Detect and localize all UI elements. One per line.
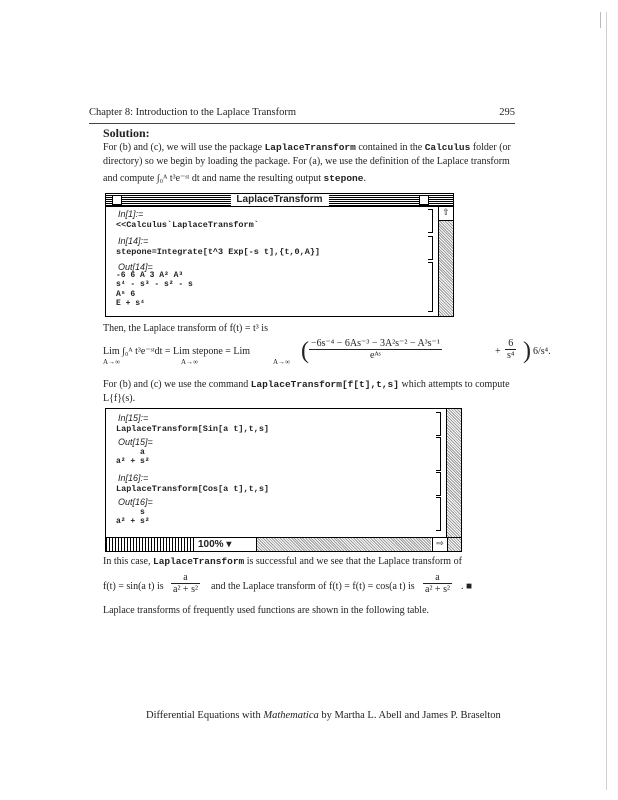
then-text: Then, the Laplace transform of f(t) = t³ is (103, 323, 268, 334)
in16-label: In[16]:= (118, 473, 149, 483)
window-titlebar[interactable] (106, 194, 453, 207)
zoom-percent[interactable]: 100% ▾ (198, 539, 232, 550)
in14-label: In[14]:= (118, 236, 149, 246)
success-paragraph: In this case, LaplaceTransform is successful and we see that the Laplace transform of (103, 556, 462, 567)
out14-line4: E + s⁴ (116, 299, 145, 308)
close-box-icon[interactable] (112, 195, 122, 205)
cos-text: and the Laplace transform of f(t) = f(t) = cos(a t) is (211, 581, 415, 592)
in15-label: In[15]:= (118, 413, 149, 423)
cos-fraction: $\frac{a}{\text{a² + s²}}$ (425, 572, 450, 595)
plus-sign: + (495, 346, 501, 357)
notebook-window-results[interactable] (105, 408, 462, 552)
out14-label: Out[14]= (118, 262, 153, 272)
cell-bracket[interactable] (436, 497, 441, 531)
end-mark: . ■ (461, 581, 473, 592)
folder-name: Calculus (424, 142, 471, 153)
vertical-scrollbar[interactable] (446, 409, 461, 537)
cell-bracket[interactable] (428, 236, 433, 260)
scroll-right-icon[interactable]: ⇨ (433, 538, 448, 551)
zoom-box-icon[interactable] (419, 195, 429, 205)
running-header (89, 107, 515, 124)
closing-paragraph: Laplace transforms of frequently used functions are shown in the following table. (103, 605, 430, 616)
limit-subscript-3: A→∞ (273, 358, 291, 366)
laplace-transform-name: LaplaceTransform (153, 556, 245, 567)
solution-heading: Solution: (103, 126, 150, 140)
limit-subscript: A→∞ (103, 358, 121, 366)
in1-code[interactable]: <<Calculus`LaplaceTransform` (116, 220, 259, 230)
notebook-window-laplace[interactable] (105, 193, 454, 317)
cell-bracket[interactable] (428, 209, 433, 233)
cell-bracket[interactable] (428, 262, 433, 312)
cell-bracket[interactable] (436, 437, 441, 471)
in16-code[interactable]: LaplaceTransform[Cos[a t],t,s] (116, 484, 270, 494)
in15-code[interactable]: LaplaceTransform[Sin[a t],t,s] (116, 424, 270, 434)
window-title: LaplaceTransform (230, 194, 328, 206)
sin-text: f(t) = sin(a t) is (103, 581, 164, 592)
out14-line2: s⁴ - s³ - s² - s (116, 280, 193, 289)
horizontal-scrollbar[interactable] (256, 538, 431, 551)
out15-denominator: a² + s² (116, 457, 150, 466)
out14-line3: Aˢ 6 (116, 290, 136, 299)
limit-result: 6/s⁴. (533, 346, 551, 357)
laplace-command: LaplaceTransform[f[t],t,s] (250, 379, 399, 390)
scroll-arrows[interactable] (432, 538, 461, 551)
vertical-scrollbar[interactable] (438, 207, 453, 316)
margin-tick (600, 12, 601, 28)
page-number: 295 (499, 107, 515, 118)
package-name: LaplaceTransform (264, 142, 356, 153)
out16-label: Out[16]= (118, 497, 153, 507)
in1-label: In[1]:= (118, 209, 144, 219)
compute-line: and compute ∫₀ᴬ t³e⁻ˢᵗ dt and name the resulting output stepone. (103, 173, 366, 184)
limit-fraction: −6s⁻⁴ − 6As⁻³ − 3A²s⁻² − A³s⁻¹ eᴬˢ (311, 338, 440, 361)
cell-bracket[interactable] (436, 472, 441, 496)
out16-numerator: s (140, 508, 145, 517)
chapter-title: Chapter 8: Introduction to the Laplace Transform (89, 107, 297, 118)
cell-bracket[interactable] (436, 412, 441, 436)
out16-denominator: a² + s² (116, 517, 150, 526)
out15-numerator: a (140, 448, 145, 457)
book-footer: Differential Equations with Mathematica by Martha L. Abell and James P. Braselton (146, 710, 501, 721)
in14-code[interactable]: stepone=Integrate[t^3 Exp[-s t],{t,0,A}] (116, 247, 321, 257)
mathematica-italic: Mathematica (263, 710, 319, 721)
scroll-up-icon[interactable]: ⇧ (439, 207, 453, 221)
for-bc-paragraph: For (b) and (c) we use the command LaplaceTransform[f[t],t,s] which attempts to compute L{f}(s). (103, 379, 510, 404)
six-over-s4: $\frac{6}{\text{s⁴}}$ (507, 338, 515, 361)
out15-label: Out[15]= (118, 437, 153, 447)
intro-paragraph: For (b) and (c), we will use the package LaplaceTransform contained in the Calculus folder (or directory) so we begin by loading the package. For (a), we use the definition of the Laplace transform (103, 142, 511, 167)
integral-expression: ∫₀ᴬ t³e⁻ˢᵗ dt (156, 173, 200, 184)
stepone-name: stepone (323, 173, 364, 184)
window-bottom-bar (106, 537, 461, 551)
page-edge-line (606, 12, 607, 790)
sin-fraction: $\frac{a}{\text{a² + s²}}$ (173, 572, 198, 595)
page-strip (106, 538, 196, 551)
limit-lhs: Lim ∫₀ᴬ t³e⁻ˢᵗdt = Lim stepone = Lim (103, 346, 251, 357)
limit-subscript-2: A→∞ (181, 358, 199, 366)
out14-line1: -6 6 A 3 A² A³ (116, 271, 184, 280)
